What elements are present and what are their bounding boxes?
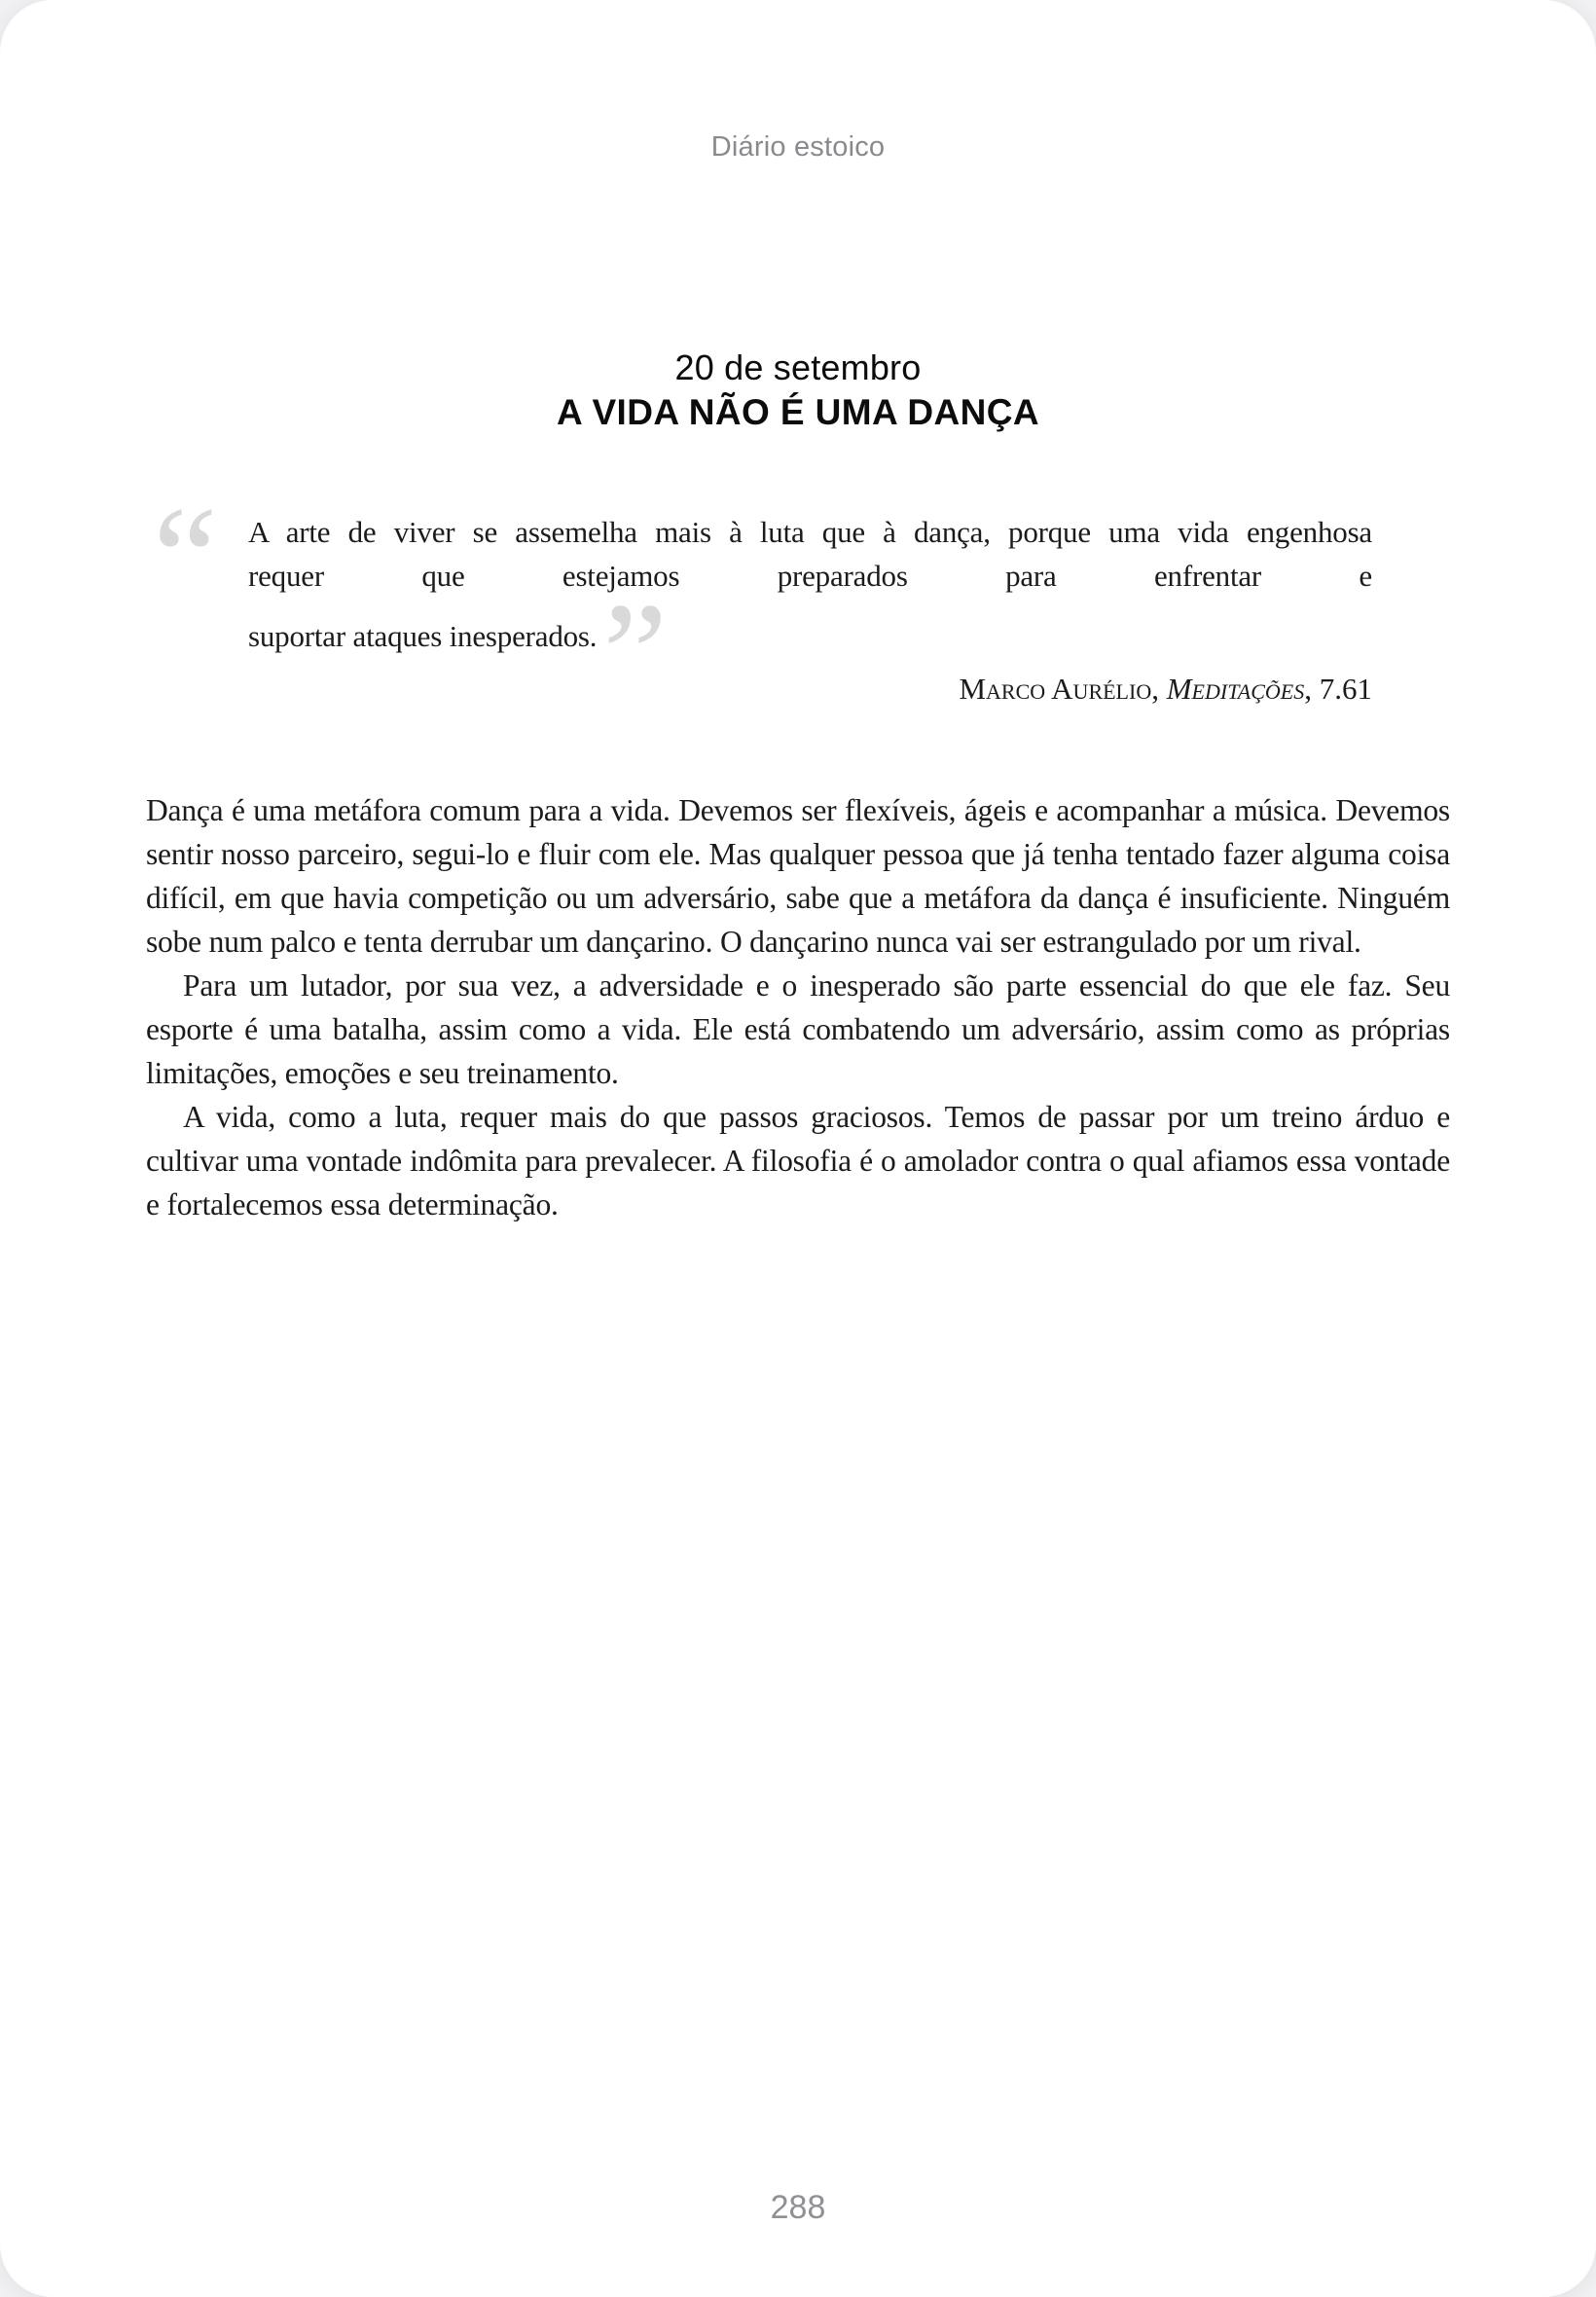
paragraph: A vida, como a luta, requer mais do que passos graciosos. Temos de passar por um treino árduo e cultivar uma vontade indômita para prevalecer. A filosofia é o amolador contra o qual afiamos essa vontade e fortalecemos essa determinação. [146,1100,1450,1221]
running-header: Diário estoico [710,131,886,163]
commentary-text [146,788,1450,1226]
quote-line: requer que estejamos preparados para enfrentar e [248,559,1372,593]
entry-heading [0,346,1596,436]
attribution-reference: , 7.61 [1304,672,1372,706]
quote-attribution [248,670,1372,709]
attribution-work-title: Meditações [1166,672,1305,706]
quote-line: suportar ataques inesperados.” [248,573,660,735]
quote-line-text: suportar ataques inesperados. [248,619,598,653]
page-number: 288 [770,2189,826,2226]
entry-title: A VIDA NÃO É UMA DANÇA [557,392,1039,432]
paragraph: Para um lutador, por sua vez, a adversidade e o inesperado são parte essencial do que ele faz. Seu esporte é uma batalha, assim como a vida. Ele está combatendo um adversário, assim como as próprias limitações, emoções e seu treinamento. [146,968,1450,1090]
quote-line: A arte de viver se assemelha mais à luta que à dança, porque uma vida engenhosa [248,515,1372,549]
paragraph: Dança é uma metáfora comum para a vida. Devemos ser flexíveis, ágeis e acompanhar a música. Devemos sentir nosso parceiro, segui-lo e fluir com ele. Mas qualquer pessoa que já tenha tentado fazer alguma coisa difícil, em que havia competição ou um adversário, sabe que a metáfora da dança é insuficiente. Ninguém sobe num palco e tenta derrubar um dançarino. O dançarino nunca vai ser estrangulado por um rival. [146,793,1450,959]
open-quote-icon: “ [153,477,210,638]
attribution-author: Marco Aurélio, [959,672,1167,706]
entry-date: 20 de setembro [674,347,922,387]
